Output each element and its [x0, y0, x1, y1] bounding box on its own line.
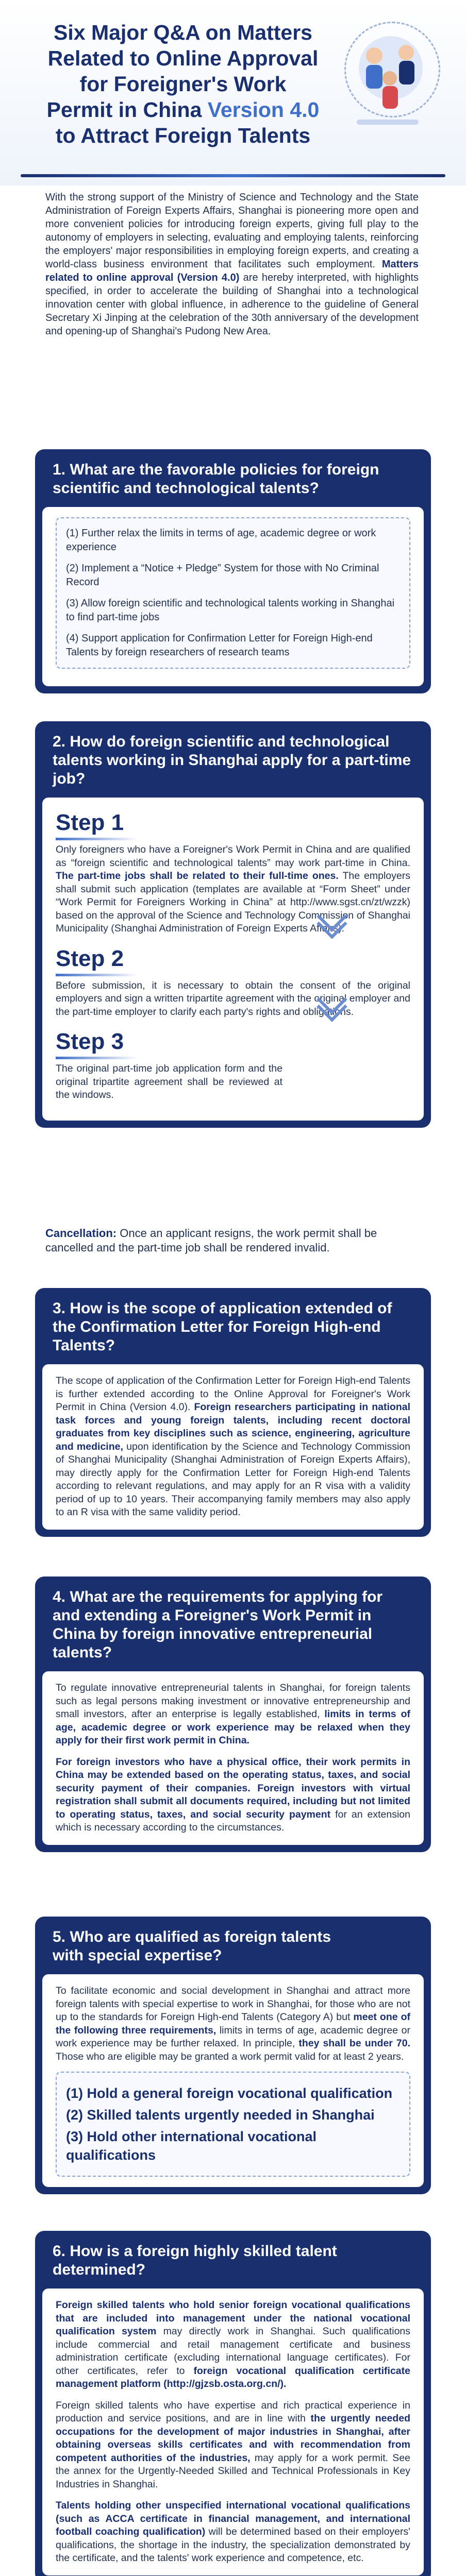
- section-4-text: [56, 1682, 410, 1748]
- divider: [21, 174, 445, 177]
- section-6-text: [56, 2299, 410, 2391]
- title-line: Related to Online Approval: [47, 46, 319, 70]
- hero-illustration: [338, 19, 446, 163]
- paragraph-text: may directly work in Shanghai. Such qualifications include commercial and retail management certificate and business administration certificate (excluding international language certificates). For other certificates, refer to: [56, 2326, 411, 2377]
- step-1-text: [56, 843, 410, 936]
- section-2-title: 2. How do foreign scientific and technological talents working in Shanghai apply for a part-time job?: [53, 733, 411, 787]
- paragraph-highlight: Foreign skilled talents who hold senior foreign vocational qualifications that are included into management under the national vocational qualification system: [56, 2299, 410, 2337]
- section-6-body: [42, 2289, 424, 2575]
- step-text: The employers shall submit such application (templates are available at “Form Sheet” under “Work Permit for Foreigners Working in China” at http://www.sgst.cn/zt/wzzk) based on the approval of the Science and Technology Commission of Shanghai Municipality (Shanghai Administration of Foreign Experts Affairs).: [56, 870, 410, 934]
- chevron-down-icon: [312, 991, 348, 1013]
- intro-text: are hereby interpreted, with highlights specified, in order to accelerate the building of Shanghai into a technological innovation center with global influence, in adherence to the guideline of General Secretary Xi Jinping at the celebration of the 30th anniversary of the development and opening-up of Shanghai's Pudong New Area.: [45, 272, 419, 337]
- section-6-text: [56, 2399, 410, 2492]
- cancellation-text: Once an applicant resigns, the work permit shall be cancelled and the part-time job shall be rendered invalid.: [45, 1227, 377, 1254]
- section-3-title: 3. How is the scope of application extended of the Confirmation Letter for Foreign High-end Talents?: [53, 1300, 392, 1354]
- policy-list: [56, 517, 410, 669]
- step-1-label: Step 1: [56, 810, 138, 840]
- step-2-text: Before submission, it is necessary to obtain the consent of the original employers and sign a written tripartite agreement with the original employer and the part-time employer to clarify each party's rights and obligations.: [56, 979, 410, 1018]
- section-5: [35, 1917, 431, 2194]
- cancellation-note: [45, 1226, 422, 1255]
- section-6-text: [56, 2499, 410, 2565]
- step-text: Only foreigners who have a Foreigner's Work Permit in China and are qualified as “foreign scientific and technological talents” may work part-time in China.: [56, 844, 410, 869]
- paragraph-text: for an extension which is necessary according to the circumstances.: [56, 1808, 410, 1833]
- intro-text: With the strong support of the Ministry of Science and Technology and the State Administration of Foreign Experts Affairs, Shanghai is pioneering more open and more convenient policies for introducing foreign experts, giving full play to the autonomy of employers in selecting, evaluating and employing talents, reinforcing the employers' major responsibilities in employing foreign experts, and creating a world-class business environment that facilitates such employment.: [45, 192, 419, 270]
- title-line-part: Permit in China: [46, 98, 202, 122]
- list-item: (3) Hold other international vocational qualifications: [66, 2129, 317, 2163]
- section-2-body: [42, 798, 424, 1121]
- list-item: (2) Skilled talents urgently needed in Shanghai: [66, 2107, 375, 2123]
- cancellation-label: Cancellation:: [45, 1227, 117, 1240]
- title-line: [39, 97, 327, 123]
- section-2: [35, 721, 431, 1128]
- paragraph-highlight: they shall be under 70.: [298, 2038, 411, 2049]
- section-1: [35, 449, 431, 693]
- section-6-title: 6. How is a foreign highly skilled talent determined?: [53, 2243, 337, 2278]
- hero-banner: [0, 0, 466, 185]
- title-line: for Foreigner's Work: [79, 72, 287, 96]
- paragraph-text: may apply for a work permit. See the annex for the Urgently-Needed Skilled and Technical Professionals in Key Industries in Shanghai.: [56, 2452, 411, 2490]
- version-tag: Version 4.0: [207, 98, 320, 122]
- paragraph-highlight: For foreign investors who have a physical office, their work permits in China may be extended based on the operating status, taxes, and social security payment of their companies. Foreign investors with virtual registration shall submit all documents required, including but not limited to operating status, taxes, and social security payment: [56, 1756, 410, 1820]
- section-1-title: 1. What are the favorable policies for foreign scientific and technological talents?: [53, 461, 379, 497]
- section-5-title: 5. Who are qualified as foreign talents with special expertise?: [53, 1928, 331, 1964]
- paragraph-highlight: Foreign researchers participating in national task forces and young foreign talents, including recent doctoral graduates from key disciplines such as science, engineering, agriculture and medicine,: [56, 1401, 410, 1452]
- list-item: (1) Further relax the limits in terms of age, academic degree or work experience: [66, 528, 376, 553]
- paragraph-text: To facilitate economic and social development in Shanghai and attract more foreign talents with special expertise to work in Shanghai, for those who are not up to the standards for Foreign High-end Talents (Category A) but: [56, 1985, 410, 2023]
- section-3-body: [42, 1364, 424, 1530]
- section-6: [35, 2231, 431, 2576]
- section-1-body: [42, 507, 424, 686]
- chevron-down-icon: [312, 908, 348, 930]
- list-item: (3) Allow foreign scientific and technological talents working in Shanghai to find part-time jobs: [66, 598, 395, 623]
- paragraph-highlight: foreign vocational qualification certificate management platform (http://gjzsb.osta.org.cn/).: [56, 2365, 410, 2389]
- section-5-text: [56, 1985, 410, 2063]
- section-3-text: [56, 1375, 410, 1519]
- step-3-label: Step 3: [56, 1029, 138, 1059]
- list-item: (1) Hold a general foreign vocational qualification: [66, 2086, 393, 2101]
- paragraph-text: Foreign skilled talents who have expertise and rich practical experience in production and service positions, and are in line with: [56, 2399, 410, 2424]
- paragraph-highlight: Talents holding other unspecified international vocational qualifications (such as ACCA certificate in financial management, and international football coaching qualification): [56, 2500, 410, 2537]
- title-line: Six Major Q&A on Matters: [54, 21, 312, 44]
- list-item: (4) Support application for Confirmation Letter for Foreign High-end Talents by foreign researchers of research teams: [66, 633, 373, 658]
- title-line: to Attract Foreign Talents: [55, 124, 311, 147]
- section-4: [35, 1577, 431, 1852]
- intro-paragraph: [45, 191, 419, 338]
- step-3-text: The original part-time job application form and the original tripartite agreement shall be reviewed at the windows.: [56, 1063, 282, 1100]
- step-2-label: Step 2: [56, 946, 138, 976]
- paragraph-highlight: limits in terms of age, academic degree or work experience may be relaxed when they apply for their first work permit in China.: [56, 1708, 411, 1746]
- paragraph-highlight: meet one of the following three requirements,: [56, 2011, 411, 2036]
- step-highlight: The part-time jobs shall be related to their full-time ones.: [56, 870, 339, 882]
- paragraph-text: To regulate innovative entrepreneurial talents in Shanghai, for foreign talents such as legal persons making investment or innovative entrepreneurship and small investors, after an enterprise is legally established,: [56, 1682, 410, 1720]
- paragraph-text: upon identification by the Science and Technology Commission of Shanghai Municipality (Shanghai Administration of Foreign Experts Affairs), may directly apply for the Confirmation Letter for Foreign High-end Talents according to relevant regulations, and may apply for an R visa with a validity period of up to 10 years. Their accompanying family members may also apply to an R visa with the same validity period.: [56, 1440, 411, 1518]
- paragraph-text: limits in terms of age, academic degree or work experience may be further relaxed. In principle,: [56, 2024, 410, 2049]
- page-title: [39, 20, 327, 148]
- paragraph-text: will be determined based on their employers' qualifications, the shortage in the industry, the specialization demonstrated by the certificate, and the talents' work experience and competence, etc.: [56, 2526, 410, 2564]
- section-5-body: [42, 1974, 424, 2187]
- requirement-list: [56, 2072, 410, 2177]
- paragraph-text: Those who are eligible may be granted a work permit valid for at least 2 years.: [56, 2050, 404, 2062]
- list-item: (2) Implement a “Notice + Pledge” System for those with No Criminal Record: [66, 563, 379, 588]
- paragraph-highlight: the urgently needed occupations for the development of major industries in Shanghai, after obtaining overseas skills certificates and with recommendation from competent authorities of the industries,: [56, 2413, 411, 2464]
- intro-highlight: Matters related to online approval (Version 4.0): [45, 259, 419, 283]
- section-4-body: [42, 1671, 424, 1845]
- section-4-title: 4. What are the requirements for applying for and extending a Foreigner's Work Permit in China by foreign innovative entrepreneurial talents?: [53, 1588, 383, 1661]
- section-4-text: [56, 1756, 410, 1835]
- paragraph-text: The scope of application of the Confirmation Letter for Foreign High-end Talents is further extended according to the Online Approval for Foreigner's Work Permit in China (Version 4.0).: [56, 1375, 410, 1413]
- section-3: [35, 1288, 431, 1537]
